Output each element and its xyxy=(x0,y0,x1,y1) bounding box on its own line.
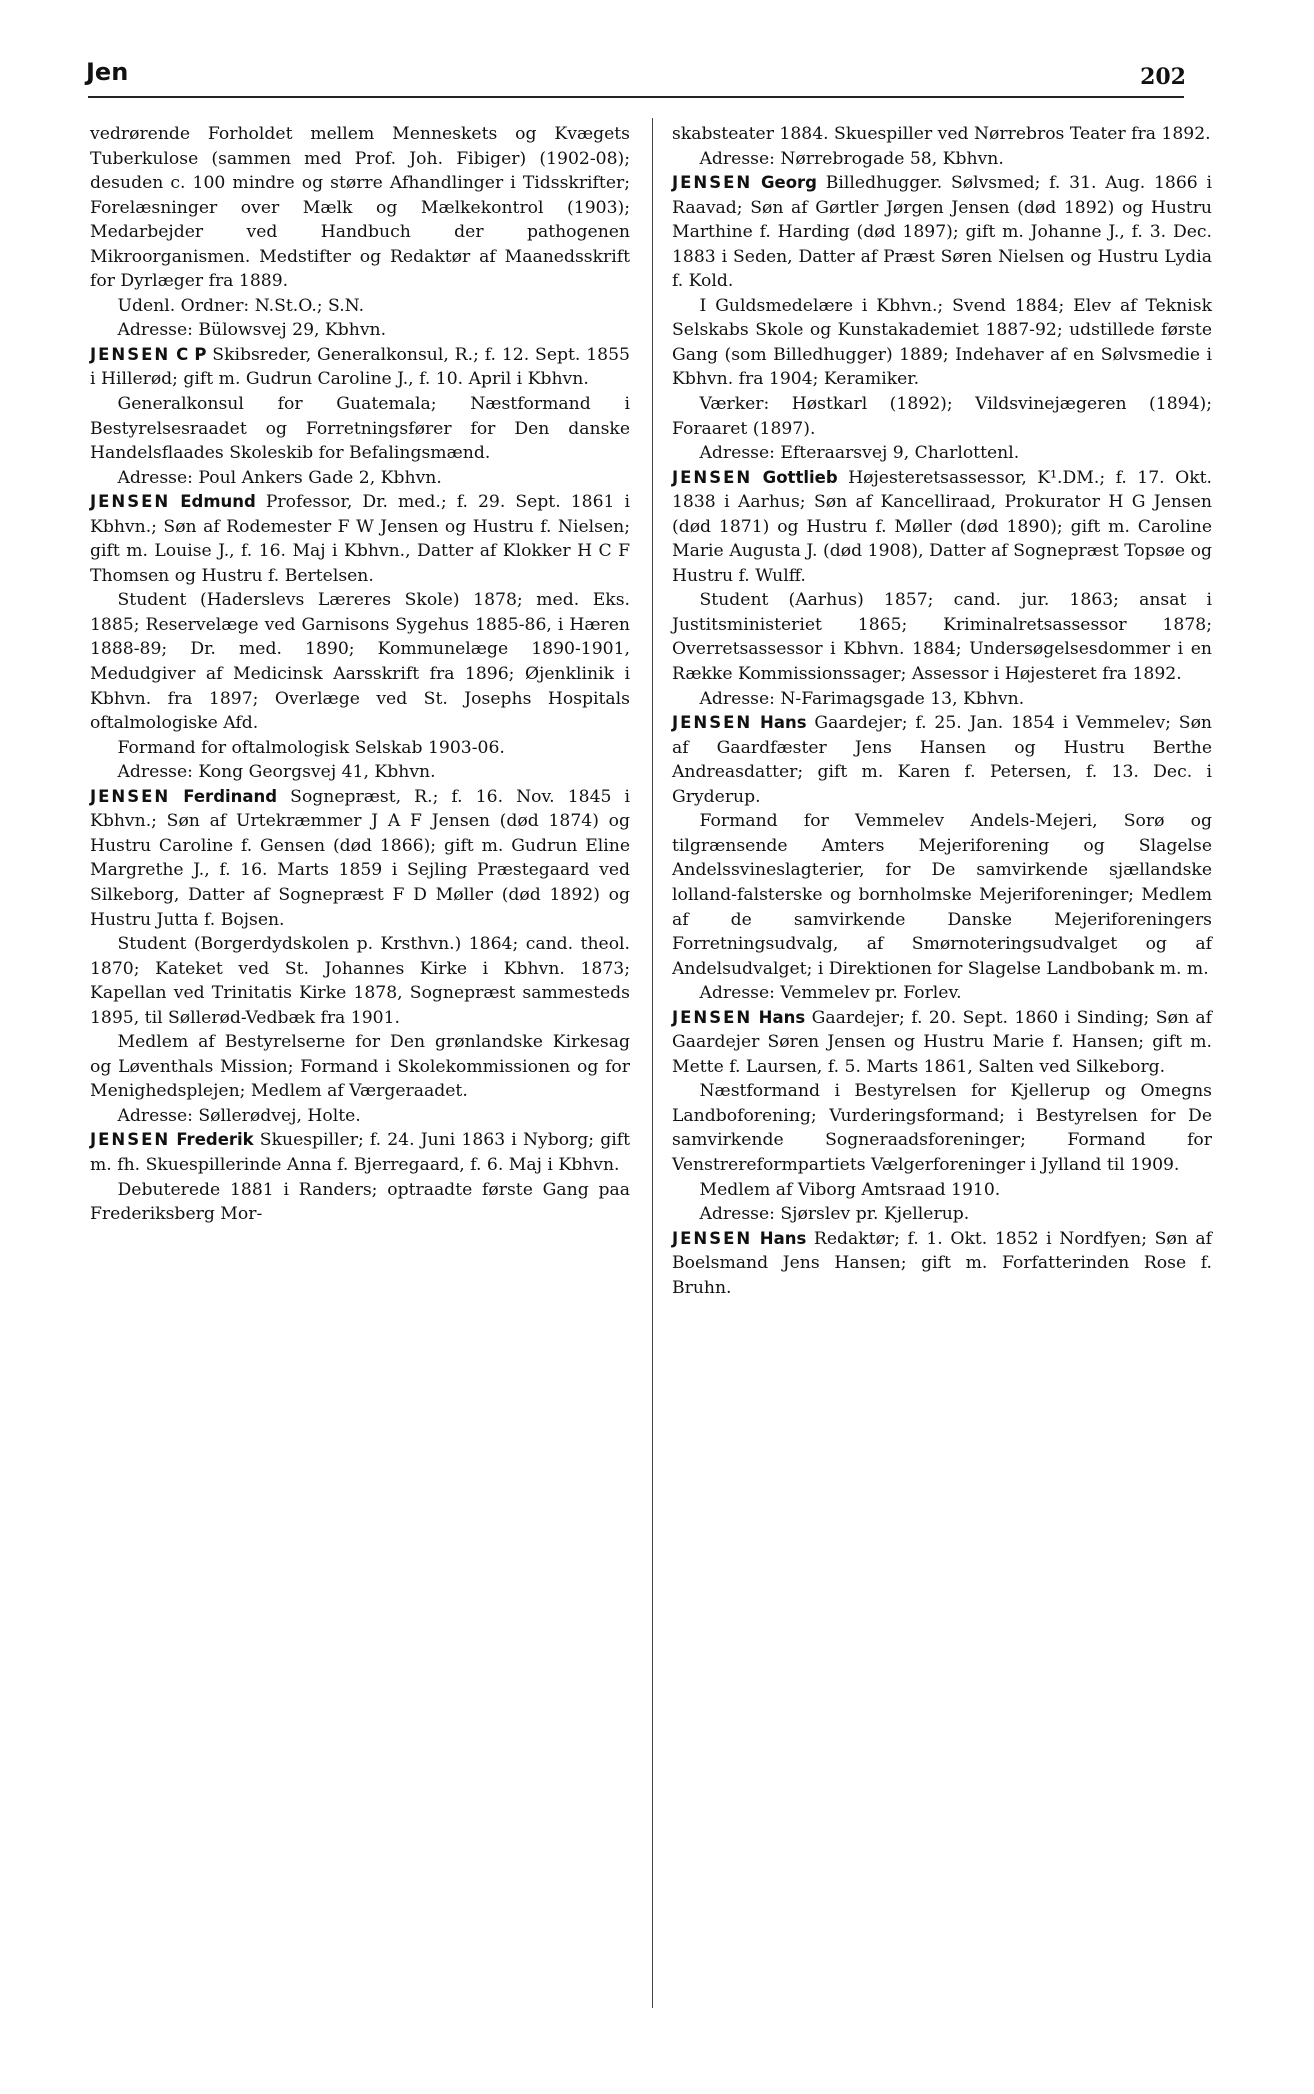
entry-text: Gaardejer; f. 25. Jan. 1854 i Vemmelev; Søn af Gaardfæster Jens Hansen og Hustru Berthe Andreasdatter; gift m. Karen f. Petersen, f. 13. Dec. i Gryderup. xyxy=(672,713,1212,807)
entry-paragraph: Student (Borgerdydskolen p. Krsthvn.) 1864; cand. theol. 1870; Kateket ved St. Johannes Kirke i Kbhvn. 1873; Kapellan ved Trinitatis Kirke 1878, Sognepræst sammesteds 1895, til Søllerød-Vedbæk fra 1901. xyxy=(90,934,630,1028)
biography-entry xyxy=(672,466,1212,589)
entry-text: Højesteretsassessor, K¹.DM.; f. 17. Okt. 1838 i Aarhus; Søn af Kancelliraad, Prokurator H G Jensen (død 1871) og Hustru f. Møller (død 1890); gift m. Caroline Marie Augusta J. (død 1908), Datter af Sognepræst Topsøe og Hustru f. Wulff. xyxy=(672,467,1212,586)
entry-text: Gaardejer; f. 20. Sept. 1860 i Sinding; Søn af Gaardejer Søren Jensen og Hustru Marie f. Hansen; gift m. Mette f. Laursen, f. 5. Marts 1861, Salten ved Silkeborg. xyxy=(672,1007,1212,1077)
biography-entry xyxy=(90,490,630,588)
entry-text: Redaktør; f. 1. Okt. 1852 i Nordfyen; Søn af Boelsmand Jens Hansen; gift m. Forfatterinden Rose f. Bruhn. xyxy=(672,1228,1212,1298)
entry-paragraph: Adresse: Vemmelev pr. Forlev. xyxy=(699,983,962,1004)
entry-text: Professor, Dr. med.; f. 29. Sept. 1861 i Kbhvn.; Søn af Rodemester F W Jensen og Hustru f. Nielsen; gift m. Louise J., f. 16. Maj i Kbhvn., Datter af Klokker H C F Thomsen og Hustru f. Bertelsen. xyxy=(90,492,630,586)
entry-given-name: Hans xyxy=(760,713,807,733)
entry-paragraph: Medlem af Viborg Amtsraad 1910. xyxy=(699,1179,1001,1200)
entry-given-name: C P xyxy=(176,344,207,364)
entry-paragraph: Generalkonsul for Guatemala; Næstformand i Bestyrelsesraadet og Forretningsfører for Den danske Handelsflaades Skoleskib for Befalingsmænd. xyxy=(90,394,630,464)
entry-paragraph: Adresse: Sjørslev pr. Kjellerup. xyxy=(699,1204,970,1225)
entry-given-name: Hans xyxy=(758,1007,806,1027)
page-number: 202 xyxy=(1140,64,1186,90)
entry-paragraph: Udenl. Ordner: N.St.O.; S.N. xyxy=(117,295,365,316)
biography-entry xyxy=(90,1128,630,1177)
biography-entry xyxy=(672,711,1212,809)
biography-entry xyxy=(672,171,1212,294)
right-column xyxy=(672,122,1212,1300)
entry-surname: JENSEN xyxy=(672,1007,753,1027)
entry-surname: JENSEN xyxy=(672,173,753,193)
entry-paragraph: Debuterede 1881 i Randers; optraadte første Gang paa Frederiksberg Mor- xyxy=(90,1179,630,1225)
entry-surname: JENSEN xyxy=(672,713,753,733)
entry-paragraph: Adresse: Nørrebrogade 58, Kbhvn. xyxy=(699,148,1004,169)
entry-given-name: Frederik xyxy=(176,1130,254,1150)
entry-surname: JENSEN xyxy=(90,344,171,364)
continued-paragraph: vedrørende Forholdet mellem Menneskets og Kvægets Tuberkulose (sammen med Prof. Joh. Fibiger) (1902-08); desuden c. 100 mindre og større Afhandlinger i Tidsskrifter; Forelæsninger over Mælk og Mælkekontrol (1903); Medarbejder ved Handbuch der pathogenen Mikroorganismen. Medstifter og Redaktør af Maanedsskrift for Dyrlæger fra 1889. xyxy=(90,124,630,292)
entry-paragraph: Adresse: Bülowsvej 29, Kbhvn. xyxy=(117,320,387,341)
entry-paragraph: Værker: Høstkarl (1892); Vildsvinejægeren (1894); Foraaret (1897). xyxy=(672,394,1212,439)
entry-surname: JENSEN xyxy=(90,786,171,806)
entry-paragraph: Student (Aarhus) 1857; cand. jur. 1863; ansat i Justitsministeriet 1865; Kriminalretsassessor 1878; Overretsassessor i Kbhvn. 1884; Undersøgelsesdommer i en Række Kommissionssager; Assessor i Højesteret fra 1892. xyxy=(672,590,1212,685)
entry-surname: JENSEN xyxy=(90,492,171,512)
entry-given-name: Edmund xyxy=(180,492,256,512)
entry-given-name: Gottlieb xyxy=(762,467,838,487)
entry-text: Skibsreder, Generalkonsul, R.; f. 12. Sept. 1855 i Hillerød; gift m. Gudrun Caroline J., f. 10. April i Kbhvn. xyxy=(90,344,630,390)
entry-paragraph: Formand for Vemmelev Andels-Mejeri, Sorø og tilgrænsende Amters Mejeriforening og Slagelse Andelssvineslagterier, for De samvirkende sjællandske lolland-falsterske og bornholmske Mejeriforeninger; Medlem af de samvirkende Danske Mejeriforeningers Forretningsudvalg, af Smørnoteringsudvalget og af Andelsudvalget; i Direktionen for Slagelse Landbobank m. m. xyxy=(672,811,1212,979)
entry-surname: JENSEN xyxy=(672,1228,753,1248)
running-head-title: Jen xyxy=(86,58,129,86)
entry-paragraph: I Guldsmedelære i Kbhvn.; Svend 1884; Elev af Teknisk Selskabs Skole og Kunstakademiet 1887-92; udstillede første Gang (som Billedhugger) 1889; Indehaver af en Sølvsmedie i Kbhvn. fra 1904; Keramiker. xyxy=(672,295,1212,390)
entry-paragraph: Næstformand i Bestyrelsen for Kjellerup og Omegns Landboforening; Vurderingsformand; i Bestyrelsen for De samvirkende Sogneraadsforeninger; Formand for Venstrereformpartiets Vælgerforeninger i Jylland til 1909. xyxy=(672,1081,1212,1175)
biography-entry xyxy=(90,343,630,392)
biography-entry xyxy=(672,1227,1212,1301)
biography-entry xyxy=(672,1006,1212,1080)
entry-given-name: Hans xyxy=(759,1228,807,1248)
entry-paragraph: Adresse: Kong Georgsvej 41, Kbhvn. xyxy=(117,762,436,783)
entry-text: Skuespiller; f. 24. Juni 1863 i Nyborg; gift m. fh. Skuespillerinde Anna f. Bjerregaard, f. 6. Maj i Kbhvn. xyxy=(90,1130,630,1175)
entry-surname: JENSEN xyxy=(672,467,753,487)
entry-paragraph: Adresse: N-Farimagsgade 13, Kbhvn. xyxy=(699,688,1025,709)
entry-text: Sognepræst, R.; f. 16. Nov. 1845 i Kbhvn.; Søn af Urtekræmmer J A F Jensen (død 1874) og Hustru Caroline f. Gensen (død 1866); gift m. Gudrun Eline Margrethe J., f. 16. Marts 1859 i Sejling Præstegaard ved Silkeborg, Datter af Sognepræst F D Møller (død 1892) og Hustru Jutta f. Bojsen. xyxy=(90,786,631,930)
entry-surname: JENSEN xyxy=(90,1130,171,1150)
running-head xyxy=(86,58,1186,98)
column-divider xyxy=(652,118,653,2008)
entry-text: Billedhugger. Sølvsmed; f. 31. Aug. 1866 i Raavad; Søn af Gørtler Jørgen Jensen (død 1892) og Hustru Marthine f. Harding (død 1897); gift m. Johanne J., f. 3. Dec. 1883 i Seden, Datter af Præst Søren Nielsen og Hustru Lydia f. Kold. xyxy=(672,173,1212,292)
biography-entry xyxy=(90,785,630,932)
entry-given-name: Ferdinand xyxy=(183,786,278,806)
header-rule xyxy=(88,96,1184,98)
entry-paragraph: Medlem af Bestyrelserne for Den grønlandske Kirkesag og Løventhals Mission; Formand i Skolekommissionen og for Menighedsplejen; Medlem af Værgeraadet. xyxy=(90,1032,630,1102)
entry-given-name: Georg xyxy=(760,173,817,193)
entry-paragraph: Student (Haderslevs Læreres Skole) 1878; med. Eks. 1885; Reservelæge ved Garnisons Sygehus 1885-86, i Hæren 1888-89; Dr. med. 1890; Kommunelæge 1890-1901, Medudgiver af Medicinsk Aarsskrift fra 1896; Øjenklinik i Kbhvn. fra 1897; Overlæge ved St. Josephs Hospitals oftalmologiske Afd. xyxy=(90,590,630,734)
left-column xyxy=(90,122,630,1227)
entry-paragraph: Formand for oftalmologisk Selskab 1903-06. xyxy=(117,737,505,758)
entry-paragraph: Adresse: Poul Ankers Gade 2, Kbhvn. xyxy=(117,467,442,488)
continued-paragraph: skabsteater 1884. Skuespiller ved Nørrebros Teater fra 1892. xyxy=(672,124,1211,144)
entry-paragraph: Adresse: Efteraarsvej 9, Charlottenl. xyxy=(699,443,1020,464)
entry-paragraph: Adresse: Søllerødvej, Holte. xyxy=(117,1105,361,1126)
